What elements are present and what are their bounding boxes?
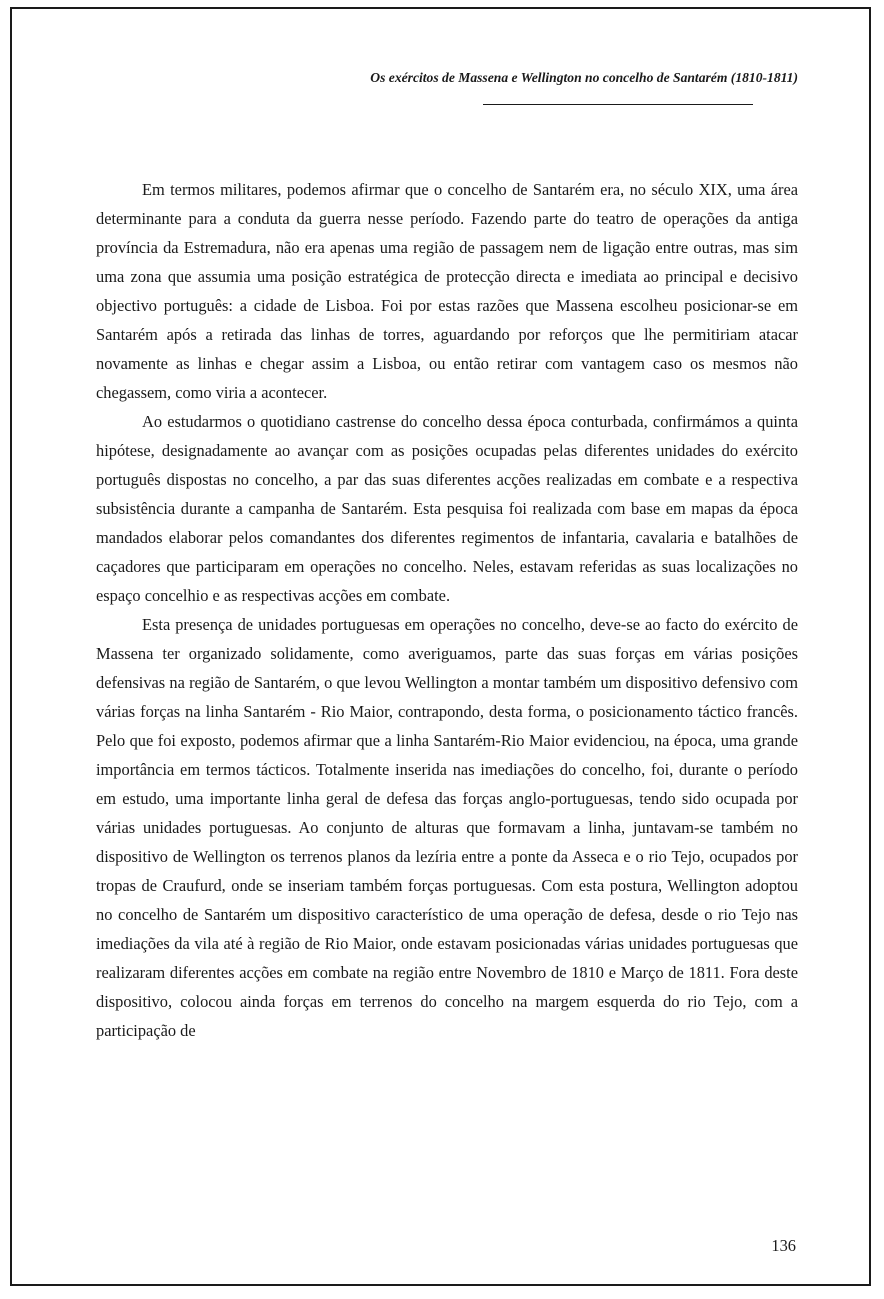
- paragraph: Esta presença de unidades portuguesas em operações no concelho, deve-se ao facto do exército de Massena ter organizado solidamente, como averiguamos, parte das suas forças em várias posições defensivas na região de Santarém, o que levou Wellington a montar também um dispositivo defensivo com várias forças na linha Santarém - Rio Maior, contrapondo, desta forma, o posicionamento táctico francês. Pelo que foi exposto, podemos afirmar que a linha Santarém-Rio Maior evidenciou, na época, uma grande importância em termos tácticos. Totalmente inserida nas imediações do concelho, foi, durante o período em estudo, uma importante linha geral de defesa das forças anglo-portuguesas, tendo sido ocupada por várias unidades portuguesas. Ao conjunto de alturas que formavam a linha, juntavam-se também no dispositivo de Wellington os terrenos planos da lezíria entre a ponte da Asseca e o rio Tejo, ocupados por tropas de Craufurd, onde se inseriam também forças portuguesas. Com esta postura, Wellington adoptou no concelho de Santarém um dispositivo característico de uma operação de defesa, desde o rio Tejo nas imediações da vila até à região de Rio Maior, onde estavam posicionadas várias unidades portuguesas que realizaram diferentes acções em combate na região entre Novembro de 1810 e Março de 1811. Fora deste dispositivo, colocou ainda forças em terrenos do concelho na margem esquerda do rio Tejo, com a participação de: [96, 615, 798, 1040]
- running-header: Os exércitos de Massena e Wellington no concelho de Santarém (1810-1811): [370, 70, 798, 85]
- paragraph: Em termos militares, podemos afirmar que o concelho de Santarém era, no século XIX, uma área determinante para a conduta da guerra nesse período. Fazendo parte do teatro de operações da antiga província da Estremadura, não era apenas uma região de passagem nem de ligação entre outras, mas sim uma zona que assumia uma posição estratégica de protecção directa e imediata ao principal e decisivo objectivo português: a cidade de Lisboa. Foi por estas razões que Massena escolheu posicionar-se em Santarém após a retirada das linhas de torres, aguardando por reforços que lhe permitiriam atacar novamente as linhas e chegar assim a Lisboa, ou então retirar com vantagem caso os mesmos não chegassem, como viria a acontecer.: [96, 180, 798, 402]
- page-number: 136: [771, 1236, 796, 1255]
- header-rule: [483, 104, 753, 105]
- body-text: [96, 175, 798, 1045]
- paragraph: Ao estudarmos o quotidiano castrense do concelho dessa época conturbada, confirmámos a quinta hipótese, designadamente ao avançar com as posições ocupadas pelas diferentes unidades do exército português dispostas no concelho, a par das suas diferentes acções realizadas em combate e a respectiva subsistência durante a campanha de Santarém. Esta pesquisa foi realizada com base em mapas da época mandados elaborar pelos comandantes dos diferentes regimentos de infantaria, cavalaria e batalhões de caçadores que participaram em operações no concelho. Neles, estavam referidas as suas localizações no espaço concelhio e as respectivas acções em combate.: [96, 412, 798, 605]
